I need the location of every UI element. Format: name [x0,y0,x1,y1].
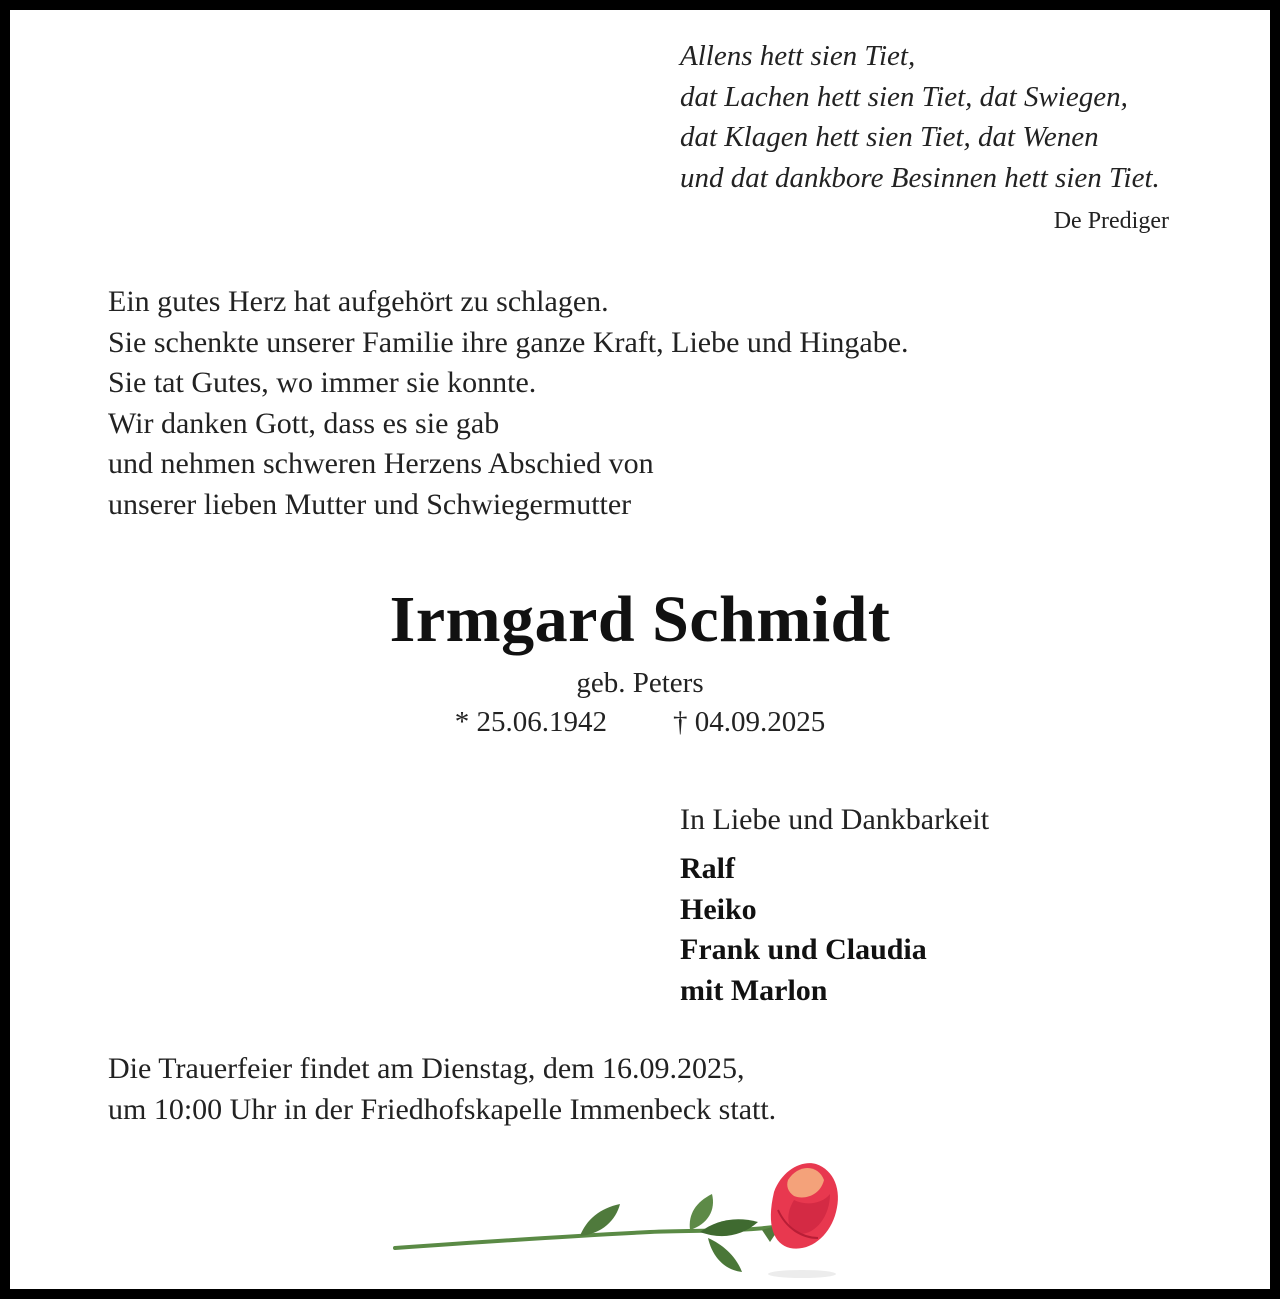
mourner-name: Ralf [680,852,735,885]
deceased-name: Irmgard Schmidt [389,583,891,656]
life-dates [10,706,1270,739]
birth-date: * 25.06.1942 [454,706,607,738]
mourners-list [680,849,927,1011]
intro-line: unserer lieben Mutter und Schwiegermutter [108,487,632,521]
service-line: um 10:00 Uhr in der Friedhofskapelle Immenbeck statt. [108,1093,777,1126]
intro-line: Sie schenkte unserer Familie ihre ganze Kraft, Liebe und Hingabe. [108,325,909,359]
rose-icon [390,1150,850,1280]
poem-line: dat Klagen hett sien Tiet, dat Wenen [680,121,1099,153]
poem-line: Allens hett sien Tiet, [680,40,916,72]
intro-line: Sie tat Gutes, wo immer sie konnte. [108,366,537,400]
intro-line: Ein gutes Herz hat aufgehört zu schlagen. [108,285,609,318]
mourner-name: Heiko [680,892,757,926]
mourner-name: mit Marlon [680,973,828,1007]
poem-quote [680,36,1160,198]
funeral-service-info [108,1048,776,1130]
mourner-name: Frank und Claudia [680,933,927,967]
intro-text [108,282,909,526]
maiden-name: geb. Peters [576,667,704,699]
service-line: Die Trauerfeier findet am Dienstag, dem 16.09.2025, [108,1052,745,1085]
poem-source: De Prediger [1053,208,1169,234]
obituary-notice [10,10,1270,1289]
intro-line: Wir danken Gott, dass es sie gab [108,406,500,440]
poem-line: und dat dankbore Besinnen hett sien Tiet. [680,161,1160,194]
intro-line: und nehmen schweren Herzens Abschied von [108,447,654,481]
mourners-intro: In Liebe und Dankbarkeit [680,803,990,836]
death-date: † 04.09.2025 [673,706,826,738]
poem-line: dat Lachen hett sien Tiet, dat Swiegen, [680,80,1128,113]
